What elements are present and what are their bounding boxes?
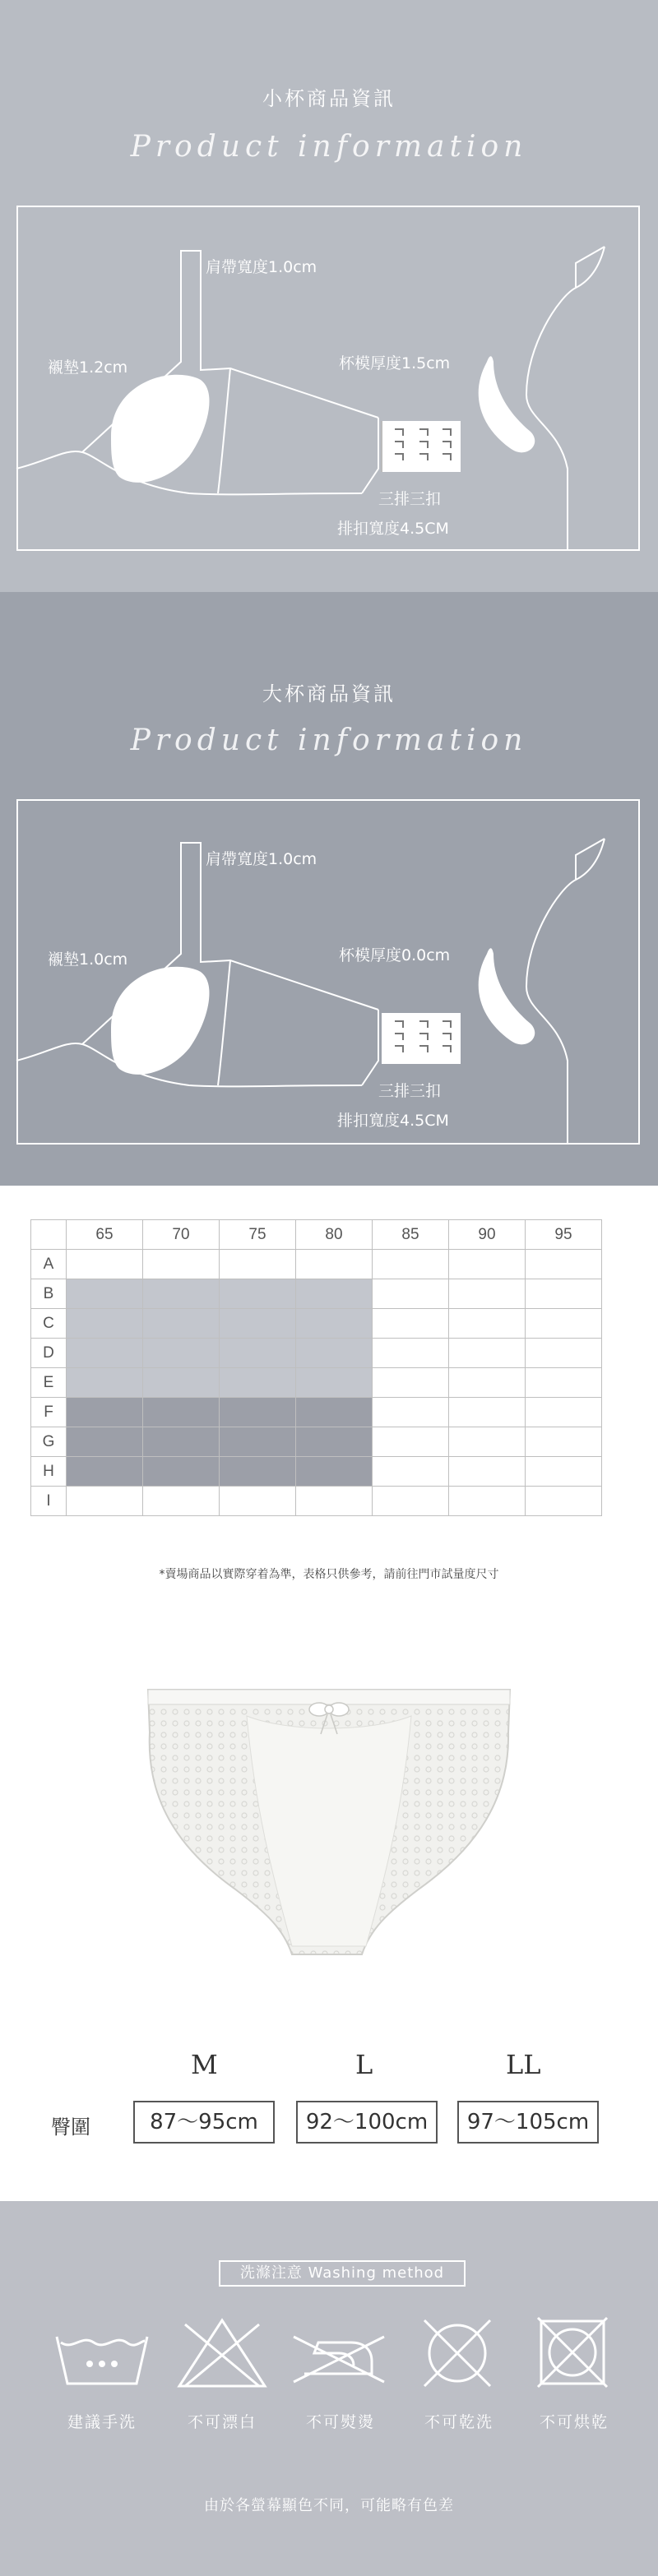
large-cup-title: 大杯商品資訊 [262,682,396,705]
size-available-cell [220,1457,296,1487]
size-cell [449,1250,526,1279]
pad-thickness-label: 襯墊1.0cm [48,950,128,969]
cup-size-label: E [31,1368,67,1398]
size-available-cell [296,1339,373,1368]
small-cup-script-title: Product information [130,130,528,164]
size-cell [526,1398,602,1427]
size-cell [67,1487,143,1516]
no-tumble-dry-label: 不可烘乾 [539,2413,609,2431]
size-available-cell [67,1279,143,1309]
size-available-cell [220,1339,296,1368]
size-cell [373,1398,449,1427]
size-available-cell [67,1427,143,1457]
hook-width-label: 排扣寬度4.5CM [337,520,449,538]
panties-image [123,1683,535,1996]
size-chart-row [31,1279,602,1309]
no-bleach-icon [173,2316,271,2390]
band-size-header: 75 [220,1220,296,1250]
color-difference-note: 由於各螢幕顯色不同，可能略有色差 [204,2497,454,2514]
no-tumble-dry-icon [523,2316,622,2390]
size-label-l: L [355,2049,373,2080]
size-cell [449,1309,526,1339]
size-chart-row [31,1368,602,1398]
size-available-cell [296,1368,373,1398]
size-available-cell [67,1339,143,1368]
no-dry-clean-label: 不可乾洗 [424,2413,494,2431]
size-available-cell [220,1368,296,1398]
size-chart-note: *賣場商品以實際穿着為準，表格只供參考，請前往門市試量度尺寸 [159,1568,499,1581]
washing-section [0,2201,658,2576]
size-cell [449,1398,526,1427]
size-available-cell [143,1368,220,1398]
size-cell [449,1427,526,1457]
cup-size-label: H [31,1457,67,1487]
small-cup-title: 小杯商品資訊 [262,87,396,110]
size-available-cell [67,1398,143,1427]
size-cell [143,1487,220,1516]
size-cell [373,1309,449,1339]
size-cell [449,1457,526,1487]
size-chart-row [31,1457,602,1487]
no-iron-icon [290,2316,388,2390]
size-cell [373,1457,449,1487]
hook-rows-label: 三排三扣 [378,490,442,508]
cup-size-label: I [31,1487,67,1516]
size-available-cell [143,1279,220,1309]
size-cell [373,1250,449,1279]
size-available-cell [143,1309,220,1339]
size-cell [220,1487,296,1516]
size-chart-header-row [31,1220,602,1250]
size-chart-row [31,1427,602,1457]
hook-rows-label: 三排三扣 [378,1082,442,1100]
size-cell [296,1487,373,1516]
hook-width-label: 排扣寬度4.5CM [337,1112,449,1130]
size-cell [449,1279,526,1309]
band-size-header: 80 [296,1220,373,1250]
size-cell [526,1457,602,1487]
hip-range-ll: 97～105cm [457,2101,599,2144]
size-chart-table [30,1219,602,1516]
cup-mold-thickness-label: 杯模厚度0.0cm [339,946,451,964]
size-available-cell [220,1309,296,1339]
band-size-header: 90 [449,1220,526,1250]
size-cell [449,1339,526,1368]
size-available-cell [296,1457,373,1487]
size-available-cell [143,1427,220,1457]
size-cell [449,1368,526,1398]
size-cell [526,1250,602,1279]
bra-diagram-large [0,592,658,1186]
size-chart-section [0,1186,658,1634]
size-label-ll: LL [506,2049,541,2080]
size-chart-row [31,1250,602,1279]
size-available-cell [67,1309,143,1339]
band-size-header: 65 [67,1220,143,1250]
size-cell [526,1368,602,1398]
bra-diagram-small [0,0,658,592]
size-available-cell [143,1339,220,1368]
large-cup-script-title: Product information [130,724,528,757]
corner-cell [31,1220,67,1250]
size-available-cell [67,1368,143,1398]
cup-size-label: D [31,1339,67,1368]
cup-size-label: A [31,1250,67,1279]
size-cell [373,1427,449,1457]
size-available-cell [296,1279,373,1309]
size-cell [526,1309,602,1339]
size-available-cell [220,1279,296,1309]
size-cell [373,1279,449,1309]
size-cell [373,1368,449,1398]
hip-range-l: 92～100cm [296,2101,438,2144]
no-dry-clean-icon [408,2316,507,2390]
size-cell [67,1250,143,1279]
no-iron-label: 不可熨燙 [305,2413,375,2431]
size-available-cell [143,1398,220,1427]
size-cell [373,1339,449,1368]
size-cell [373,1487,449,1516]
size-chart-row [31,1487,602,1516]
cup-size-label: F [31,1398,67,1427]
hip-circumference-label: 臀圍 [51,2116,90,2139]
size-available-cell [143,1457,220,1487]
size-available-cell [220,1398,296,1427]
size-available-cell [67,1457,143,1487]
band-size-header: 85 [373,1220,449,1250]
size-cell [296,1250,373,1279]
size-available-cell [296,1398,373,1427]
size-cell [143,1250,220,1279]
strap-width-label: 肩帶寬度1.0cm [206,850,317,868]
pad-thickness-label: 襯墊1.2cm [48,358,128,377]
hip-range-m: 87～95cm [133,2101,275,2144]
washing-method-title: 洗滌注意 Washing method [219,2260,466,2287]
cup-size-label: B [31,1279,67,1309]
cup-size-label: C [31,1309,67,1339]
size-available-cell [220,1427,296,1457]
size-label-m: M [191,2049,218,2080]
cup-mold-thickness-label: 杯模厚度1.5cm [339,354,451,372]
size-available-cell [296,1309,373,1339]
size-available-cell [296,1427,373,1457]
size-chart-row [31,1309,602,1339]
size-cell [220,1250,296,1279]
band-size-header: 95 [526,1220,602,1250]
size-cell [526,1279,602,1309]
hand-wash-icon [53,2316,151,2390]
strap-width-label: 肩帶寬度1.0cm [206,258,317,276]
size-chart-row [31,1398,602,1427]
size-cell [526,1487,602,1516]
no-bleach-label: 不可漂白 [187,2413,257,2431]
cup-size-label: G [31,1427,67,1457]
small-cup-section [0,0,658,592]
band-size-header: 70 [143,1220,220,1250]
hand-wash-label: 建議手洗 [67,2413,137,2431]
size-cell [449,1487,526,1516]
large-cup-section [0,592,658,1186]
size-cell [526,1339,602,1368]
panties-section [0,1634,658,2201]
size-chart-row [31,1339,602,1368]
size-cell [526,1427,602,1457]
